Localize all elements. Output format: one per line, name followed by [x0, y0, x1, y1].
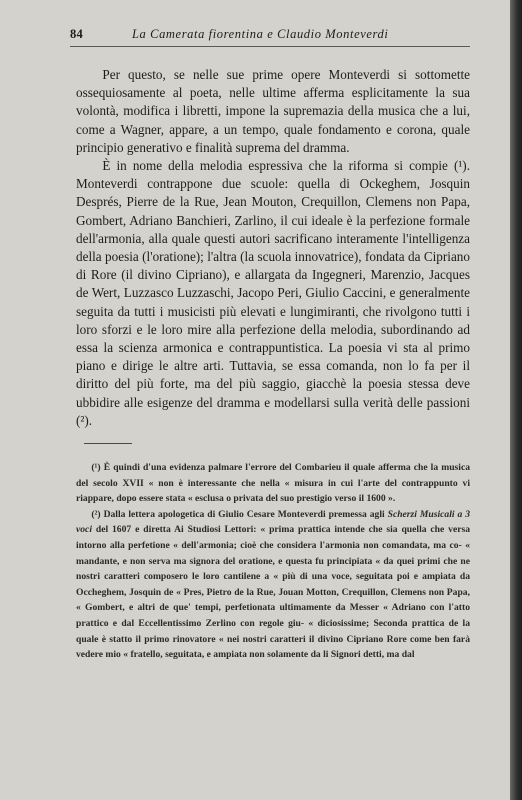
footnotes	[76, 460, 470, 663]
footnote-2-text: del 1607 e diretta Ai Studiosi Lettori: « prima prattica intende che sia quella che versa intorno alla perfetione « dell'armonia; cioè che considera l'armonia non comandata, ma co- « mandante, e non serva ma signora del oratione, e questa fu principiata « da quei primi che ne nostri caratteri composero le loro cantilene a « più di una voce, seguitata poi e ampiata da Occheghem, Josquin de « Pres, Pietro de la Rue, Jouan Motton, Crequillon, Clemens non Papa, « Gombert, e altri de que' tempi, perfetionata ultimamente da Messer « Adriano con l'atto prattico e dal Eccellentissimo Zerlino con regole giu- « diciosissime; Seconda prattica de la quale è statto il primo rinovatore « nei nostri caratteri il divino Cipriano Rore come ben farà vedere mio « fratello, seguitata, e ampiata non solamente da li Signori detti, ma dal	[76, 524, 470, 661]
footnote-2	[76, 507, 470, 663]
page-number: 84	[70, 27, 83, 41]
running-header	[70, 27, 470, 43]
main-text	[76, 66, 470, 430]
footnote-separator	[84, 443, 132, 444]
footnote-1: (¹) È quindi d'una evidenza palmare l'errore del Combarieu il quale afferma che la musica del secolo XVII « non è interessante che nella « misura in cui l'arte del contrappunto vi riappare, dopo essere stata « esclusa o privata del suo prestigio verso il 1600 ».	[76, 462, 470, 505]
footnote-2-lead: (²) Dalla lettera apologetica di Giulio Cesare Monteverdi premessa agli	[91, 508, 388, 520]
header-rule	[70, 46, 470, 47]
paragraph-1: Per questo, se nelle sue prime opere Monteverdi si sottomette ossequiosamente al poeta, nelle ultime afferma esplicitamente la sua volontà, modifica i libretti, impone la supremazia della musica che a lui, come a Wagner, appare, a un tempo, quale fondamento e corona, quale principio generativo e finalità suprema del dramma.	[76, 67, 470, 155]
running-title: La Camerata fiorentina e Claudio Monteverdi	[132, 27, 389, 41]
page-edge-shadow	[510, 0, 522, 800]
footnote-2-work-title: Scherzi Musicali a 3 voci	[76, 508, 470, 536]
paragraph-2: È in nome della melodia espressiva che la riforma si compie (¹). Monteverdi contrappone due scuole: quella di Ockeghem, Josquin Després, Pierre de la Rue, Jean Mouton, Crequillon, Clemens non Papa, Gombert, Adriano Banchieri, Zarlino, il cui ideale è la perfezione formale dell'armonia, alla quale questi autori sacrificano interamente l'intelligenza della poesia (l'oratione); l'altra (la scuola innovatrice), fondata da Cipriano di Rore (il divino Cipriano), e allargata da Ingegneri, Marenzio, Jacques de Wert, Luzzasco Luzzaschi, Jacopo Peri, Giulio Caccini, e generalmente seguita da tutti i musicisti più elevati e lungimiranti, che rivolgono tutti i loro sforzi e le loro mire alla perfezione della melodia, subordinando ad essa la scienza armonica e contrappuntistica. La poesia vi sta al primo piano e dirige le altre arti. Tuttavia, se essa comanda, non lo fa per il diritto del più forte, ma del più saggio, giacchè la poesia stessa deve ubbidire alle esigenze del dramma e modellarsi sulla verità delle passioni (²).	[76, 158, 470, 428]
